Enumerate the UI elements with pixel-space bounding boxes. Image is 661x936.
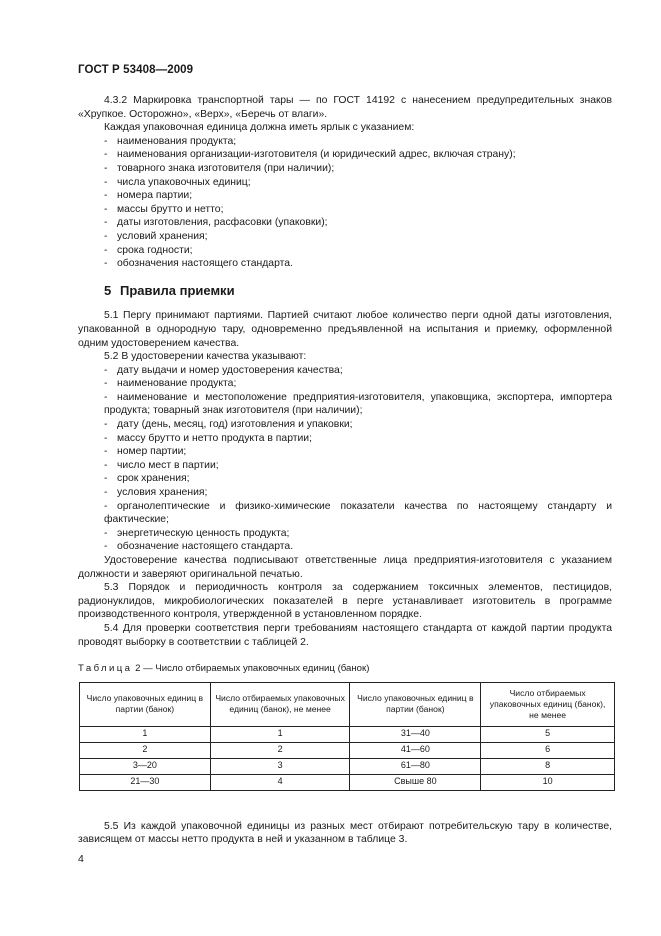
list-item: - дату выдачи и номер удостоверения качества;: [104, 364, 343, 376]
certificate-contents-list: [78, 364, 612, 554]
table-cell: 6: [481, 742, 615, 758]
table-cell: 2: [80, 742, 211, 758]
table-header-cell: Число упаковочных единиц в партии (банок): [350, 682, 481, 726]
table-cell: 3—20: [80, 758, 211, 774]
paragraph-5-3: 5.3 Порядок и периодичность контроля за содержанием токсичных элементов, пестицидов, радионуклидов, микробиологических показателей в перге устанавливает изготовитель в программе производственного контроля, утвержденной в установленном порядке.: [78, 582, 612, 621]
list-item: - число мест в партии;: [104, 459, 219, 471]
table-cell: 3: [210, 758, 350, 774]
table-cell: 5: [481, 726, 615, 742]
paragraph-4-3-2: 4.3.2 Маркировка транспортной тары — по ГОСТ 14192 с нанесением предупредительных знаков «Хрупкое. Осторожно», «Верх», «Беречь от влаги».: [78, 95, 612, 120]
list-item: - массы брутто и нетто;: [104, 203, 224, 215]
label-requirements-list: [78, 135, 612, 271]
table-cell: 10: [481, 774, 615, 790]
paragraph-5-2: 5.2 В удостоверении качества указывают:: [104, 351, 307, 363]
list-item: - срока годности;: [104, 244, 193, 256]
label-intro: Каждая упаковочная единица должна иметь ярлык с указанием:: [104, 122, 415, 134]
list-item: - наименования продукта;: [104, 135, 237, 147]
table-row: [80, 742, 615, 758]
table-header-row: [80, 682, 615, 726]
list-item: - условия хранения;: [104, 487, 208, 499]
list-item: - наименования организации-изготовителя (и юридический адрес, включая страну);: [104, 149, 516, 161]
list-item: - наименование продукта;: [104, 378, 237, 390]
table-cell: 41—60: [350, 742, 481, 758]
list-item: - номера партии;: [104, 190, 193, 202]
table-cell: 21—30: [80, 774, 211, 790]
sampling-table: [79, 682, 615, 791]
table-cell: 31—40: [350, 726, 481, 742]
list-item: - наименование и местоположение предприятия-изготовителя, упаковщика, экспортера, импортера продукта; товарный знак изготовителя (при наличии);: [104, 391, 612, 417]
section-number: 5: [104, 282, 112, 298]
section-title: [104, 284, 612, 298]
list-item: - органолептические и физико-химические показатели качества по настоящему стандарту и фактические;: [104, 500, 612, 526]
paragraph-5-5: 5.5 Из каждой упаковочной единицы из разных мест отбирают потребительскую тару в количестве, зависящем от массы нетто продукта в ней и указанном в таблице 3.: [78, 820, 612, 846]
table-cell: 2: [210, 742, 350, 758]
document-header: ГОСТ Р 53408—2009: [78, 64, 194, 76]
list-item: - срок хранения;: [104, 473, 190, 485]
table-cell: 61—80: [350, 758, 481, 774]
list-item: - обозначения настоящего стандарта.: [104, 258, 293, 270]
paragraph-5-1: 5.1 Пергу принимают партиями. Партией считают любое количество перги одной даты изготовления, упакованной в однородную тару, одновременно предъявленной на испытания и приемку, оформленной одним удостоверением качества.: [78, 310, 612, 349]
table-header-cell: Число отбираемых упаковочных единиц (банок), не менее: [481, 682, 615, 726]
table-caption-word: Таблица: [78, 663, 133, 675]
list-item: - условий хранения;: [104, 230, 208, 242]
list-item: - товарного знака изготовителя (при наличии);: [104, 162, 335, 174]
table-row: [80, 726, 615, 742]
table-cell: 8: [481, 758, 615, 774]
table-cell: Свыше 80: [350, 774, 481, 790]
table-caption-text: 2 — Число отбираемых упаковочных единиц (банок): [135, 663, 370, 675]
list-item: - обозначение настоящего стандарта.: [104, 541, 294, 553]
table-cell: 4: [210, 774, 350, 790]
list-item: - числа упаковочных единиц;: [104, 176, 251, 188]
list-item: - массу брутто и нетто продукта в партии;: [104, 432, 313, 444]
paragraph-5-4: 5.4 Для проверки соответствия перги требованиям настоящего стандарта от каждой партии продукта проводят выборку в соответствии с таблицей 2.: [78, 622, 612, 648]
table-cell: 1: [80, 726, 211, 742]
document-body: [78, 94, 612, 847]
table-cell: 1: [210, 726, 350, 742]
list-item: - энергетическую ценность продукта;: [104, 527, 290, 539]
list-item: - дату (день, месяц, год) изготовления и упаковки;: [104, 419, 353, 431]
paragraph-signature: Удостоверение качества подписывают ответственные лица предприятия-изготовителя с указанием должности и заверяют оригинальной печатью.: [78, 555, 612, 580]
table-row: [80, 758, 615, 774]
table-header-cell: Число отбираемых упаковочных единиц (банок), не менее: [210, 682, 350, 726]
table-header-cell: Число упаковочных единиц в партии (банок): [80, 682, 211, 726]
list-item: - даты изготовления, расфасовки (упаковки);: [104, 217, 328, 229]
page-number: 4: [78, 853, 84, 865]
list-item: - номер партии;: [104, 446, 187, 458]
section-heading: Правила приемки: [120, 282, 235, 298]
table-row: [80, 774, 615, 790]
table-caption: [78, 662, 612, 676]
